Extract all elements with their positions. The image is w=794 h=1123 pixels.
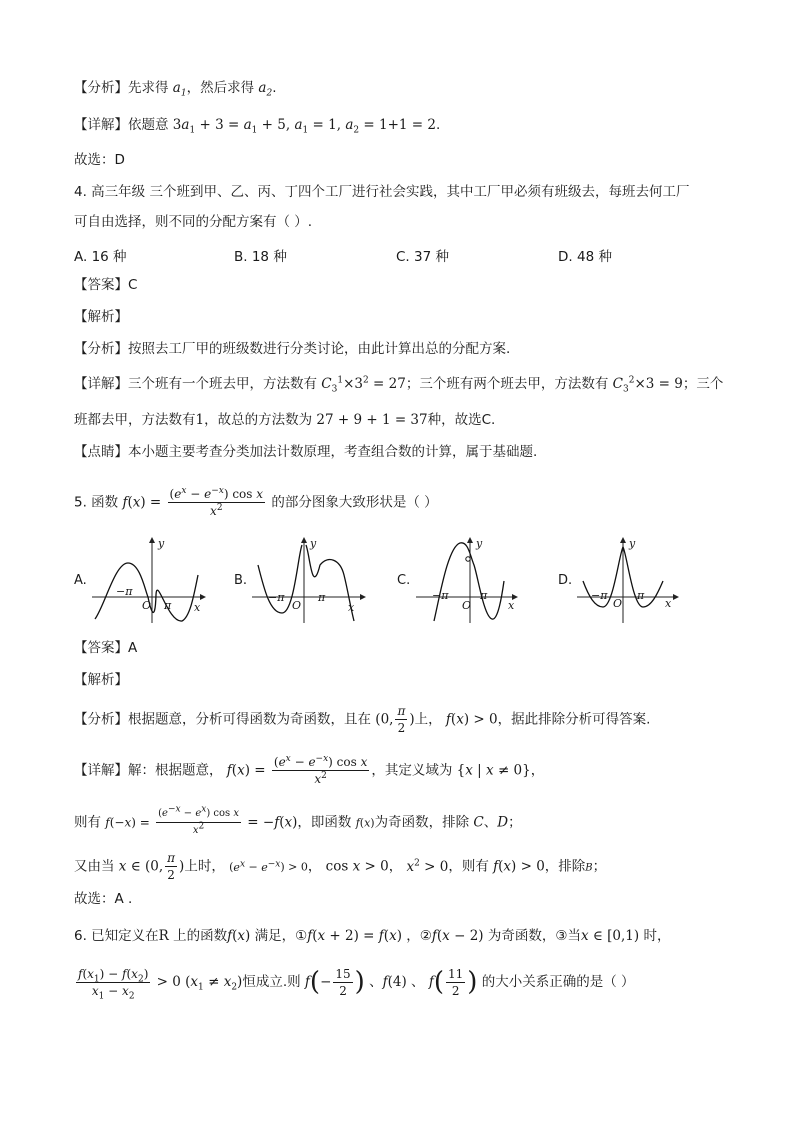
answer-line-4: 【答案】C	[74, 277, 138, 293]
graph-b-label[interactable]: B.	[234, 573, 248, 588]
question-4-line-1: 4. 高三年级 三个班到甲、乙、丙、丁四个工厂进行社会实践，其中工厂甲必须有班级去，每班去何工厂	[74, 184, 690, 200]
option-c[interactable]: C. 37 种	[396, 249, 449, 265]
graph-a[interactable]	[90, 535, 210, 625]
svg-text:O: O	[292, 599, 302, 612]
option-b[interactable]: B. 18 种	[234, 249, 287, 265]
detail-line-5d: 故选：A .	[74, 891, 133, 907]
svg-text:−π: −π	[116, 585, 133, 598]
svg-text:−π: −π	[432, 589, 449, 602]
svg-text:O: O	[462, 599, 472, 612]
question-6-line-1: 6. 已知定义在R 上的函数f(x) 满足，①f(x + 2) = f(x) ，②f(x − 2) 为奇函数，③当x ∈ [0,1) 时，	[74, 928, 671, 944]
svg-text:π: π	[480, 589, 488, 602]
svg-text:−π: −π	[591, 589, 608, 602]
graph-c-label[interactable]: C.	[397, 573, 411, 588]
detail-line-5b: 则有 f(−x) = $\frac{(e^{-x} - e^x) \cos x}{x^2}$ = −f(x)，即函数 f(x)为奇函数，排除 C、D；	[74, 804, 522, 836]
svg-text:O: O	[142, 599, 152, 612]
svg-text:π: π	[637, 589, 645, 602]
analysis-heading-5: 【解析】	[74, 672, 128, 688]
analysis-heading-4: 【解析】	[74, 309, 128, 325]
option-d[interactable]: D. 48 种	[558, 249, 612, 265]
svg-text:y: y	[310, 537, 317, 550]
analysis-line-1: 【分析】先求得 $a_1$，然后求得 $a_2$.	[74, 80, 277, 99]
svg-text:y: y	[476, 537, 483, 550]
detail-line-5a: 【详解】解：根据题意， f(x) = $\frac{(e^x - e^{-x}) \cos x}{x^2}$ ，其定义域为 {x | x ≠ 0}，	[74, 754, 545, 786]
answer-line-prev: 故选：D	[74, 152, 125, 168]
svg-text:−π: −π	[268, 591, 285, 604]
question-6-line-2: $\frac{f(x_1) - f(x_2)}{x_1 - x_2}$ > 0 $(x_1 \ne x_2)$恒成立.则 f(− $\frac{15}{2}$ ) 、f(4) 、 f( $\frac{11}{2}$ ) 的大小关系正确的是（ ）	[78, 966, 635, 1001]
svg-text:x: x	[665, 597, 672, 610]
detail-line-4b: 班都去甲，方法数有1，故总的方法数为 27 + 9 + 1 = 37种，故选C.	[74, 412, 496, 428]
svg-text:π: π	[164, 599, 172, 612]
tag-fenxi: 【分析】	[74, 80, 128, 96]
svg-text:π: π	[318, 591, 326, 604]
svg-text:x: x	[348, 601, 355, 614]
detail-line-5c: 又由当 x ∈ (0, $\frac{\pi}{2}$ )上时， $(e^x - e^{-x}) > 0$， cos x > 0， $x^2 > 0$，则有 f(x) > 0，排除B；	[74, 851, 607, 882]
detail-line-4a: 【详解】三个班有一个班去甲，方法数有 $C_3^1\times 3^2 = 27$；三个班有两个班去甲，方法数有 $C_3^2\times 3 = 9$；三个	[74, 375, 724, 395]
question-5-stem: 5. 函数 f(x) = $\frac{(e^x - e^{-x}) \cos x}{x^2}$ 的部分图象大致形状是（ ）	[74, 486, 438, 518]
svg-text:y: y	[158, 537, 165, 550]
svg-text:O: O	[613, 597, 623, 610]
fenxi-line-4: 【分析】按照去工厂甲的班级数进行分类讨论，由此计算出总的分配方案.	[74, 341, 511, 357]
graph-d-label[interactable]: D.	[558, 573, 573, 588]
svg-text:y: y	[629, 537, 636, 550]
dianjing-line-4: 【点睛】本小题主要考查分类加法计数原理，考查组合数的计算，属于基础题.	[74, 444, 538, 460]
graph-d[interactable]	[575, 535, 685, 625]
svg-text:x: x	[508, 599, 515, 612]
detail-line-1: 【详解】依题意 $3a_1 + 3 = a_1 + 5$, $a_1 = 1$, $a_2 = 1+1 = 2$.	[74, 117, 441, 136]
answer-line-5: 【答案】A	[74, 640, 138, 656]
svg-text:x: x	[194, 601, 201, 614]
option-a[interactable]: A. 16 种	[74, 249, 127, 265]
graph-c[interactable]	[414, 535, 524, 625]
question-4-line-2: 可自由选择，则不同的分配方案有（ ）.	[74, 214, 313, 230]
graph-b[interactable]	[250, 535, 370, 625]
fenxi-line-5: 【分析】根据题意，分析可得函数为奇函数，且在 (0, $\frac{\pi}{2}$ )上， f(x) > 0，据此排除分析可得答案.	[74, 704, 651, 735]
graph-a-label[interactable]: A.	[74, 573, 87, 588]
